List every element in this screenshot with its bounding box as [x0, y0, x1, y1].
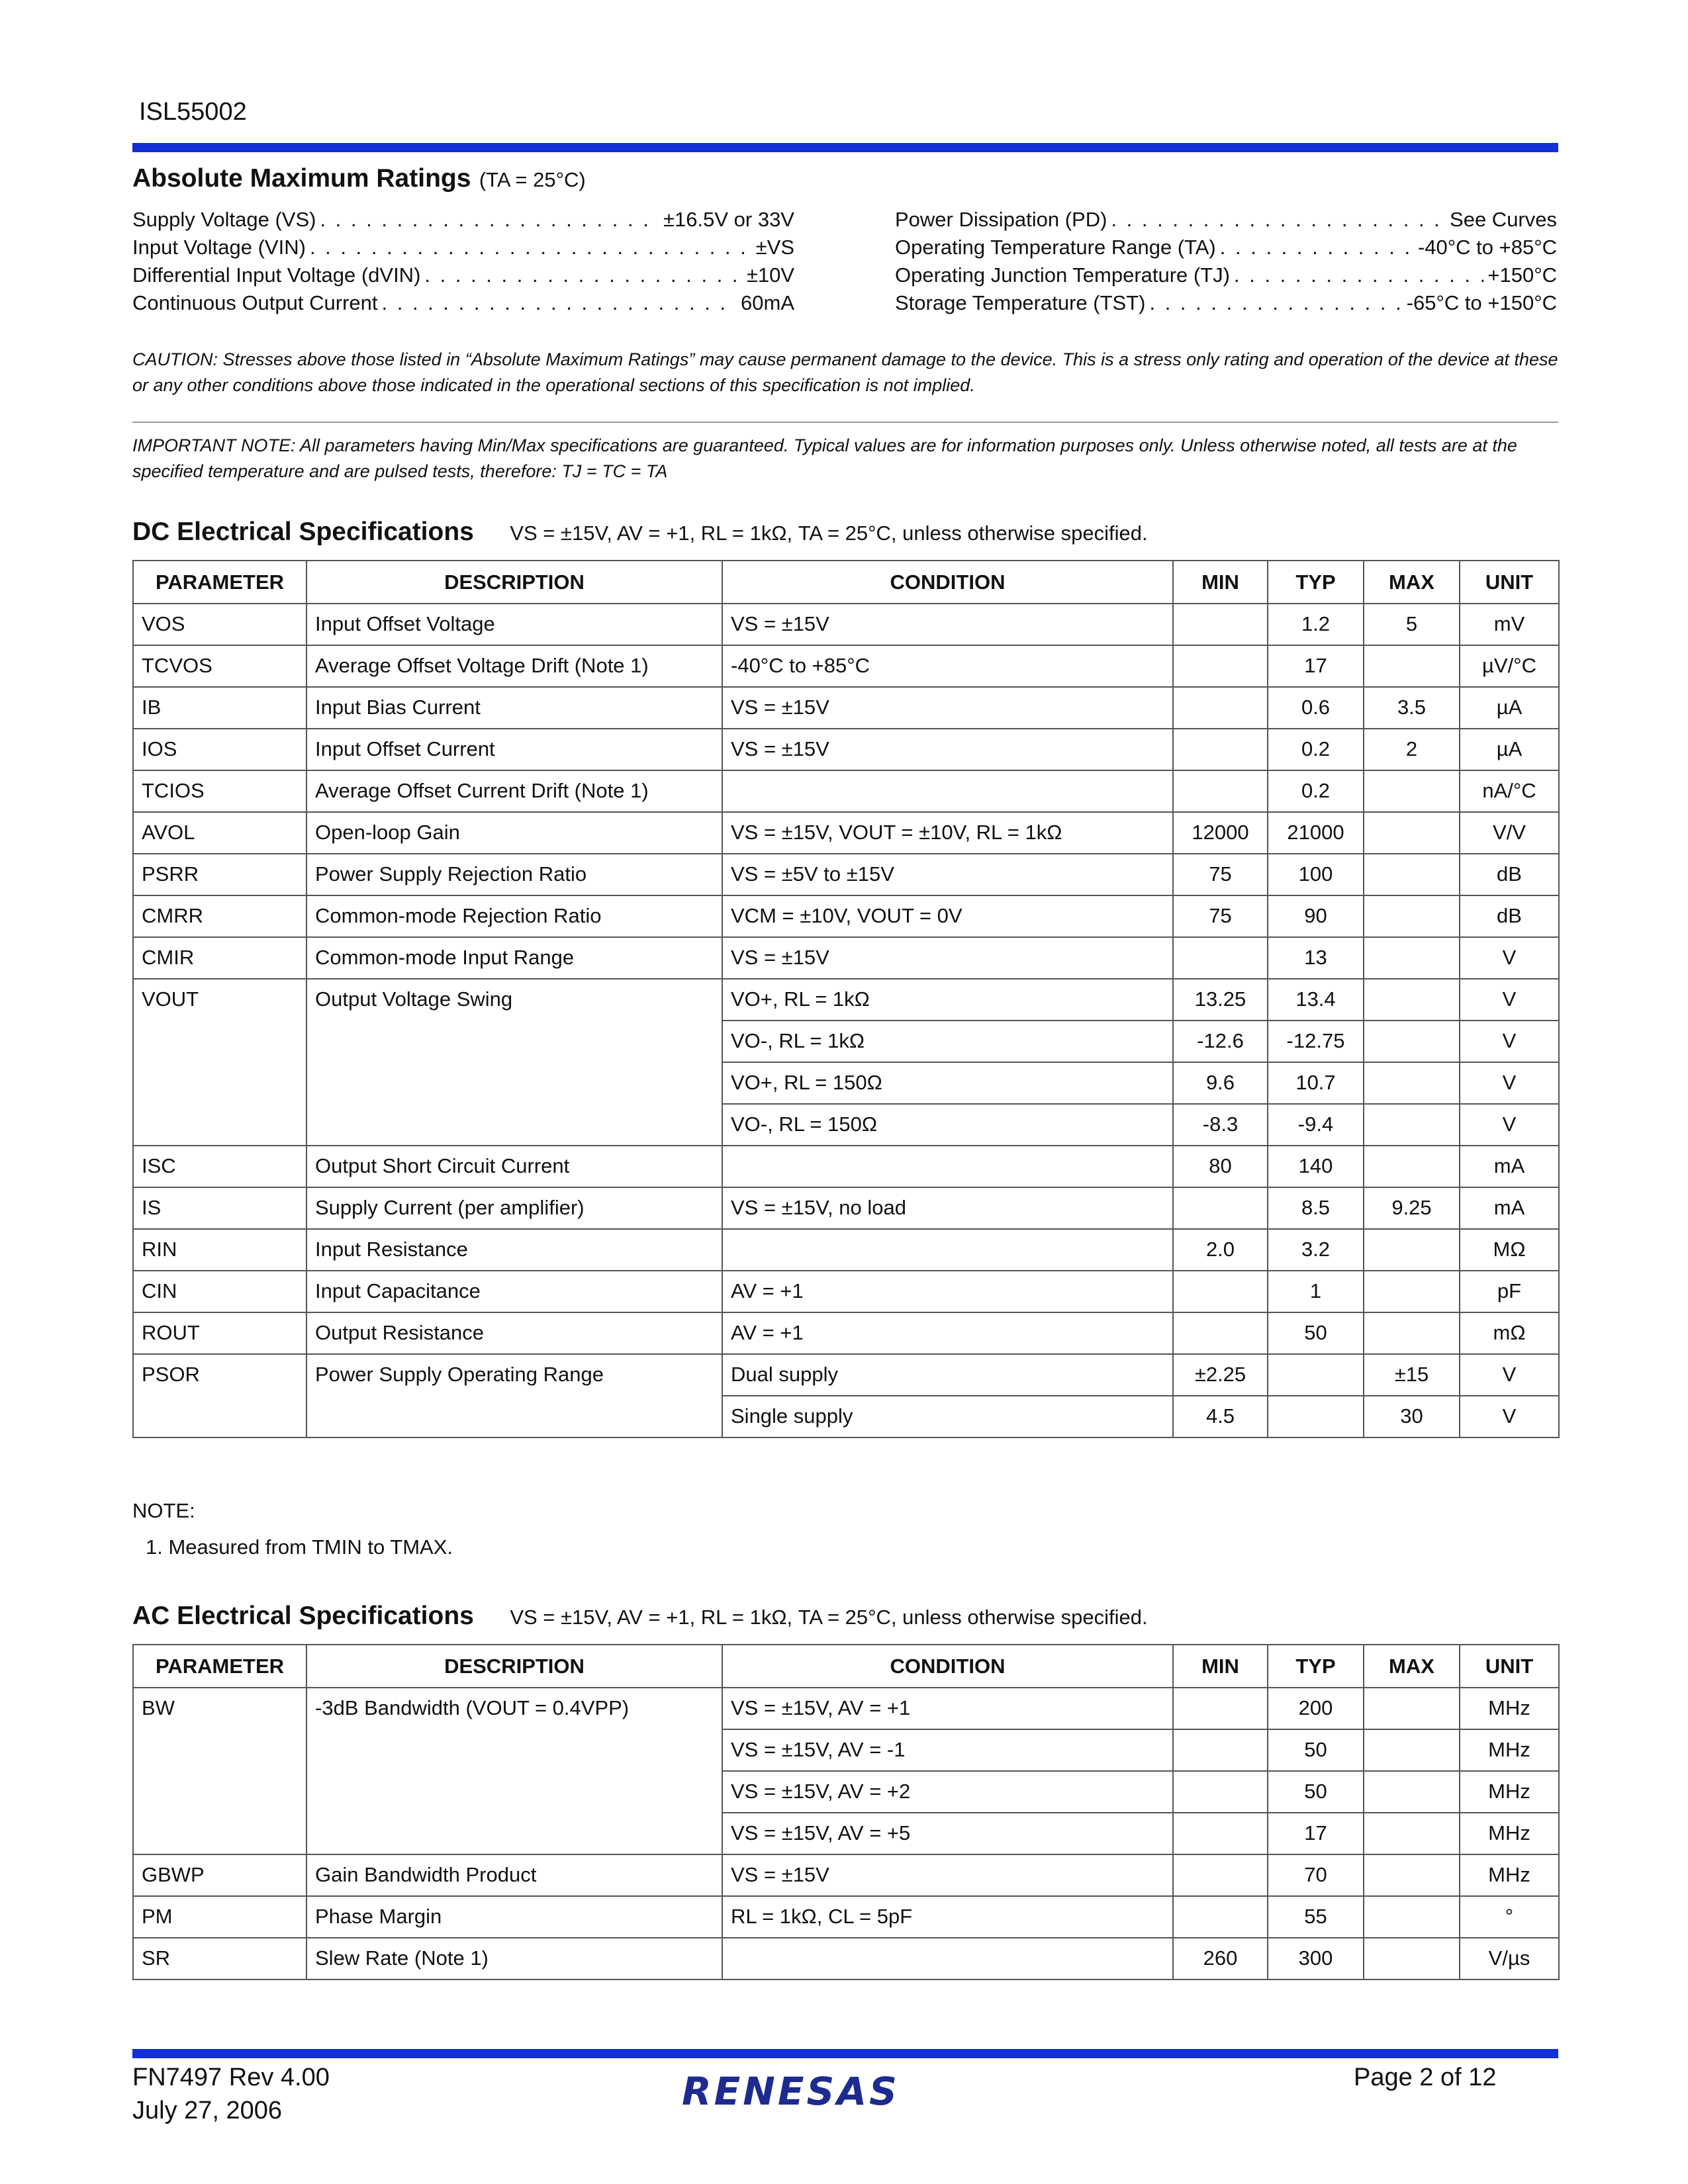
column-header: DESCRIPTION [306, 1645, 722, 1688]
table-cell [1173, 937, 1268, 979]
abs-max-item: Continuous Output Current . . . 60mA [132, 291, 794, 319]
table-cell: Input Offset Voltage [306, 604, 722, 645]
table-cell: 17 [1268, 645, 1364, 687]
table-cell [1364, 1813, 1460, 1854]
table-cell [1173, 1771, 1268, 1813]
column-header: PARAMETER [133, 1645, 306, 1688]
ac-spec-heading [132, 1602, 1558, 1631]
table-cell: 0.2 [1268, 770, 1364, 812]
table-row [133, 1187, 1559, 1229]
table-cell: Power Supply Rejection Ratio [306, 854, 722, 895]
table-cell [1364, 1104, 1460, 1146]
abs-max-left-list [132, 208, 794, 319]
table-cell: Input Offset Current [306, 729, 722, 770]
table-cell: 1.2 [1268, 604, 1364, 645]
table-cell: PSRR [133, 854, 306, 895]
table-cell: 100 [1268, 854, 1364, 895]
table-row [133, 1229, 1559, 1271]
dc-spec-heading [132, 518, 1558, 547]
abs-max-item: Power Dissipation (PD) . . . See Curves [895, 208, 1557, 236]
table-cell: mΩ [1460, 1312, 1559, 1354]
table-cell: Dual supply [722, 1354, 1173, 1396]
table-cell: V [1460, 1062, 1559, 1104]
table-cell [1173, 1312, 1268, 1354]
table-cell [1364, 1271, 1460, 1312]
table-cell: V/µs [1460, 1938, 1559, 1979]
table-cell: V [1460, 937, 1559, 979]
table-cell: V/V [1460, 812, 1559, 854]
table-cell: 3.5 [1364, 687, 1460, 729]
table-cell: MHz [1460, 1729, 1559, 1771]
table-cell: VS = ±15V [722, 604, 1173, 645]
table-cell [1364, 770, 1460, 812]
column-header: UNIT [1460, 1645, 1559, 1688]
table-cell: VO+, RL = 150Ω [722, 1062, 1173, 1104]
table-cell: VO+, RL = 1kΩ [722, 979, 1173, 1021]
doc-date: July 27, 2006 [132, 2097, 283, 2124]
table-cell: PSOR [133, 1354, 306, 1437]
footer-rule [132, 2049, 1558, 2058]
table-cell: Power Supply Operating Range [306, 1354, 722, 1437]
table-cell: 50 [1268, 1312, 1364, 1354]
table-cell: -9.4 [1268, 1104, 1364, 1146]
table-cell: 4.5 [1173, 1396, 1268, 1437]
table-cell [722, 1146, 1173, 1187]
table-cell: IS [133, 1187, 306, 1229]
table-row [133, 812, 1559, 854]
table-cell [1173, 645, 1268, 687]
table-cell: Input Resistance [306, 1229, 722, 1271]
table-cell: VS = ±15V, VOUT = ±10V, RL = 1kΩ [722, 812, 1173, 854]
table-cell: V [1460, 1021, 1559, 1062]
table-cell: Output Short Circuit Current [306, 1146, 722, 1187]
table-row [133, 604, 1559, 645]
table-cell: GBWP [133, 1854, 306, 1896]
table-cell: VS = ±5V to ±15V [722, 854, 1173, 895]
table-cell: 9.25 [1364, 1187, 1460, 1229]
table-cell: AV = +1 [722, 1312, 1173, 1354]
table-cell [1173, 1688, 1268, 1729]
table-cell: 90 [1268, 895, 1364, 937]
table-row [133, 895, 1559, 937]
dc-spec-table [132, 560, 1560, 1438]
table-row [133, 854, 1559, 895]
table-cell: Output Resistance [306, 1312, 722, 1354]
ac-spec-title: AC Electrical Specifications [132, 1602, 474, 1630]
table-cell: mA [1460, 1146, 1559, 1187]
table-cell: MHz [1460, 1854, 1559, 1896]
header-rule [132, 143, 1558, 152]
column-header: MAX [1364, 561, 1460, 604]
column-header: PARAMETER [133, 561, 306, 604]
table-cell: AVOL [133, 812, 306, 854]
table-cell: 75 [1173, 854, 1268, 895]
column-header: MIN [1173, 561, 1268, 604]
table-header-row [133, 1645, 1559, 1688]
table-cell: ISC [133, 1146, 306, 1187]
table-cell: RIN [133, 1229, 306, 1271]
table-cell: 300 [1268, 1938, 1364, 1979]
table-cell [1364, 812, 1460, 854]
table-cell: CMIR [133, 937, 306, 979]
table-cell [1173, 1187, 1268, 1229]
table-row [133, 1354, 1559, 1396]
table-cell [1364, 1021, 1460, 1062]
column-header: DESCRIPTION [306, 561, 722, 604]
abs-max-item: Input Voltage (VIN) . . . ±VS [132, 236, 794, 263]
table-cell: µV/°C [1460, 645, 1559, 687]
table-cell [1364, 1062, 1460, 1104]
table-cell [1364, 1771, 1460, 1813]
important-note: IMPORTANT NOTE: All parameters having Min/Max specifications are guaranteed. Typical values are for information purposes only. Unless otherwise noted, all tests are at the specified temperature and are pulsed tests, therefore: TJ = TC = TA [132, 435, 1517, 481]
table-cell [1364, 1729, 1460, 1771]
table-cell: VS = ±15V, AV = +2 [722, 1771, 1173, 1813]
table-row [133, 1271, 1559, 1312]
table-cell: AV = +1 [722, 1271, 1173, 1312]
table-cell: 0.2 [1268, 729, 1364, 770]
table-cell: VOUT [133, 979, 306, 1146]
table-cell: 200 [1268, 1688, 1364, 1729]
table-cell [1364, 1688, 1460, 1729]
table-row [133, 937, 1559, 979]
column-header: CONDITION [722, 561, 1173, 604]
table-cell: 2.0 [1173, 1229, 1268, 1271]
dc-spec-condition: VS = ±15V, AV = +1, RL = 1kΩ, TA = 25°C, unless otherwise specified. [510, 522, 1148, 545]
table-cell: Output Voltage Swing [306, 979, 722, 1146]
table-cell [1173, 770, 1268, 812]
document-title: ISL55002 [139, 98, 247, 126]
table-row [133, 645, 1559, 687]
table-cell [1173, 1896, 1268, 1938]
table-cell: Phase Margin [306, 1896, 722, 1938]
table-cell: VS = ±15V, AV = -1 [722, 1729, 1173, 1771]
abs-max-condition: (TA = 25°C) [479, 168, 586, 191]
table-cell: VS = ±15V, AV = +1 [722, 1688, 1173, 1729]
table-cell: CIN [133, 1271, 306, 1312]
dc-spec-title: DC Electrical Specifications [132, 518, 474, 546]
table-cell: 10.7 [1268, 1062, 1364, 1104]
abs-max-item: Differential Input Voltage (dVIN) . . . ±10V [132, 263, 794, 291]
renesas-logo: RENESAS [682, 2069, 900, 2114]
table-cell: Input Capacitance [306, 1271, 722, 1312]
table-cell: IOS [133, 729, 306, 770]
abs-max-right-list [895, 208, 1557, 319]
table-cell: dB [1460, 895, 1559, 937]
table-cell [1364, 854, 1460, 895]
table-cell [722, 1229, 1173, 1271]
column-header: CONDITION [722, 1645, 1173, 1688]
table-cell: VS = ±15V [722, 729, 1173, 770]
abs-max-item: Operating Junction Temperature (TJ) . . . +150°C [895, 263, 1557, 291]
table-cell: 13.4 [1268, 979, 1364, 1021]
table-cell [722, 770, 1173, 812]
table-cell: 80 [1173, 1146, 1268, 1187]
table-row [133, 1854, 1559, 1896]
table-cell: 70 [1268, 1854, 1364, 1896]
doc-revision: FN7497 Rev 4.00 [132, 2064, 330, 2091]
table-cell: 3.2 [1268, 1229, 1364, 1271]
table-cell [1364, 979, 1460, 1021]
table-cell: 260 [1173, 1938, 1268, 1979]
table-cell: VO-, RL = 150Ω [722, 1104, 1173, 1146]
table-cell: SR [133, 1938, 306, 1979]
table-cell: VS = ±15V, AV = +5 [722, 1813, 1173, 1854]
table-cell: 9.6 [1173, 1062, 1268, 1104]
table-cell: -3dB Bandwidth (VOUT = 0.4VPP) [306, 1688, 722, 1854]
table-cell: V [1460, 1396, 1559, 1437]
table-cell [1173, 729, 1268, 770]
table-cell: CMRR [133, 895, 306, 937]
table-cell: dB [1460, 854, 1559, 895]
table-cell [1364, 1229, 1460, 1271]
table-cell: 5 [1364, 604, 1460, 645]
table-row [133, 687, 1559, 729]
table-cell [1364, 1312, 1460, 1354]
table-cell: Common-mode Rejection Ratio [306, 895, 722, 937]
table-cell [1173, 1854, 1268, 1896]
table-cell: 8.5 [1268, 1187, 1364, 1229]
table-row [133, 1312, 1559, 1354]
table-cell: VO-, RL = 1kΩ [722, 1021, 1173, 1062]
table-cell [1364, 1896, 1460, 1938]
table-cell: MHz [1460, 1813, 1559, 1854]
table-row [133, 1688, 1559, 1729]
table-cell: 21000 [1268, 812, 1364, 854]
table-cell: 17 [1268, 1813, 1364, 1854]
table-cell [1364, 895, 1460, 937]
table-cell: 0.6 [1268, 687, 1364, 729]
table-cell: 75 [1173, 895, 1268, 937]
table-cell [1364, 1146, 1460, 1187]
page-number: Page 2 of 12 [1354, 2064, 1497, 2091]
table-cell: ° [1460, 1896, 1559, 1938]
table-cell: ±2.25 [1173, 1354, 1268, 1396]
table-row [133, 979, 1559, 1021]
table-cell: VS = ±15V [722, 687, 1173, 729]
table-cell: -12.75 [1268, 1021, 1364, 1062]
table-cell: Common-mode Input Range [306, 937, 722, 979]
table-cell: 50 [1268, 1729, 1364, 1771]
table-cell: -40°C to +85°C [722, 645, 1173, 687]
table-cell: Gain Bandwidth Product [306, 1854, 722, 1896]
table-cell: Single supply [722, 1396, 1173, 1437]
table-cell: 30 [1364, 1396, 1460, 1437]
table-cell: 50 [1268, 1771, 1364, 1813]
table-cell: MΩ [1460, 1229, 1559, 1271]
divider [132, 422, 1558, 423]
table-row [133, 1896, 1559, 1938]
table-cell [1268, 1354, 1364, 1396]
table-cell: 12000 [1173, 812, 1268, 854]
table-cell: µA [1460, 729, 1559, 770]
table-cell: Average Offset Voltage Drift (Note 1) [306, 645, 722, 687]
table-cell: -8.3 [1173, 1104, 1268, 1146]
table-cell [1364, 1938, 1460, 1979]
table-cell: RL = 1kΩ, CL = 5pF [722, 1896, 1173, 1938]
table-cell: 1 [1268, 1271, 1364, 1312]
table-cell: Open-loop Gain [306, 812, 722, 854]
table-cell: µA [1460, 687, 1559, 729]
abs-max-title: Absolute Maximum Ratings [132, 164, 471, 193]
table-cell: Slew Rate (Note 1) [306, 1938, 722, 1979]
table-cell: VCM = ±10V, VOUT = 0V [722, 895, 1173, 937]
table-cell: ROUT [133, 1312, 306, 1354]
table-row [133, 770, 1559, 812]
table-cell: Input Bias Current [306, 687, 722, 729]
table-cell [1364, 1854, 1460, 1896]
column-header: UNIT [1460, 561, 1559, 604]
table-cell [722, 1938, 1173, 1979]
caution-note: CAUTION: Stresses above those listed in “Absolute Maximum Ratings” may cause permanent damage to the device. This is a stress only rating and operation of the device at these or any other conditions above those indicated in the operational sections of this specification is not implied. [132, 349, 1558, 395]
table-cell: VS = ±15V [722, 1854, 1173, 1896]
table-cell: V [1460, 979, 1559, 1021]
table-cell: 13.25 [1173, 979, 1268, 1021]
table-cell: nA/°C [1460, 770, 1559, 812]
table-cell: 55 [1268, 1896, 1364, 1938]
table-cell: VS = ±15V, no load [722, 1187, 1173, 1229]
column-header: MIN [1173, 1645, 1268, 1688]
abs-max-heading [132, 164, 586, 193]
table-cell: 13 [1268, 937, 1364, 979]
table-cell [1364, 937, 1460, 979]
table-cell [1173, 604, 1268, 645]
ac-spec-table [132, 1644, 1560, 1980]
dc-note-heading: NOTE: [132, 1499, 195, 1522]
table-cell: BW [133, 1688, 306, 1854]
abs-max-item: Operating Temperature Range (TA) . . . -40°C to +85°C [895, 236, 1557, 263]
table-cell: -12.6 [1173, 1021, 1268, 1062]
table-cell: IB [133, 687, 306, 729]
table-cell [1173, 1813, 1268, 1854]
table-cell: 2 [1364, 729, 1460, 770]
table-cell: Supply Current (per amplifier) [306, 1187, 722, 1229]
table-cell: TCVOS [133, 645, 306, 687]
table-row [133, 1938, 1559, 1979]
column-header: TYP [1268, 1645, 1364, 1688]
table-cell: V [1460, 1354, 1559, 1396]
table-cell [1268, 1396, 1364, 1437]
table-row [133, 729, 1559, 770]
table-cell [1173, 687, 1268, 729]
table-cell [1364, 645, 1460, 687]
table-cell: pF [1460, 1271, 1559, 1312]
table-cell: MHz [1460, 1688, 1559, 1729]
table-cell: mA [1460, 1187, 1559, 1229]
table-cell: mV [1460, 604, 1559, 645]
table-cell: VOS [133, 604, 306, 645]
table-header-row [133, 561, 1559, 604]
table-cell: Average Offset Current Drift (Note 1) [306, 770, 722, 812]
table-cell: V [1460, 1104, 1559, 1146]
abs-max-item: Supply Voltage (VS) . . . ±16.5V or 33V [132, 208, 794, 236]
table-cell: TCIOS [133, 770, 306, 812]
table-cell: PM [133, 1896, 306, 1938]
column-header: MAX [1364, 1645, 1460, 1688]
dc-note-1: 1. Measured from TMIN to TMAX. [146, 1535, 453, 1559]
table-cell [1173, 1729, 1268, 1771]
table-cell: 140 [1268, 1146, 1364, 1187]
table-row [133, 1146, 1559, 1187]
table-cell: MHz [1460, 1771, 1559, 1813]
table-cell [1173, 1271, 1268, 1312]
ac-spec-condition: VS = ±15V, AV = +1, RL = 1kΩ, TA = 25°C, unless otherwise specified. [510, 1606, 1148, 1629]
table-cell: VS = ±15V [722, 937, 1173, 979]
abs-max-item: Storage Temperature (TST) . . . -65°C to +150°C [895, 291, 1557, 319]
column-header: TYP [1268, 561, 1364, 604]
table-cell: ±15 [1364, 1354, 1460, 1396]
